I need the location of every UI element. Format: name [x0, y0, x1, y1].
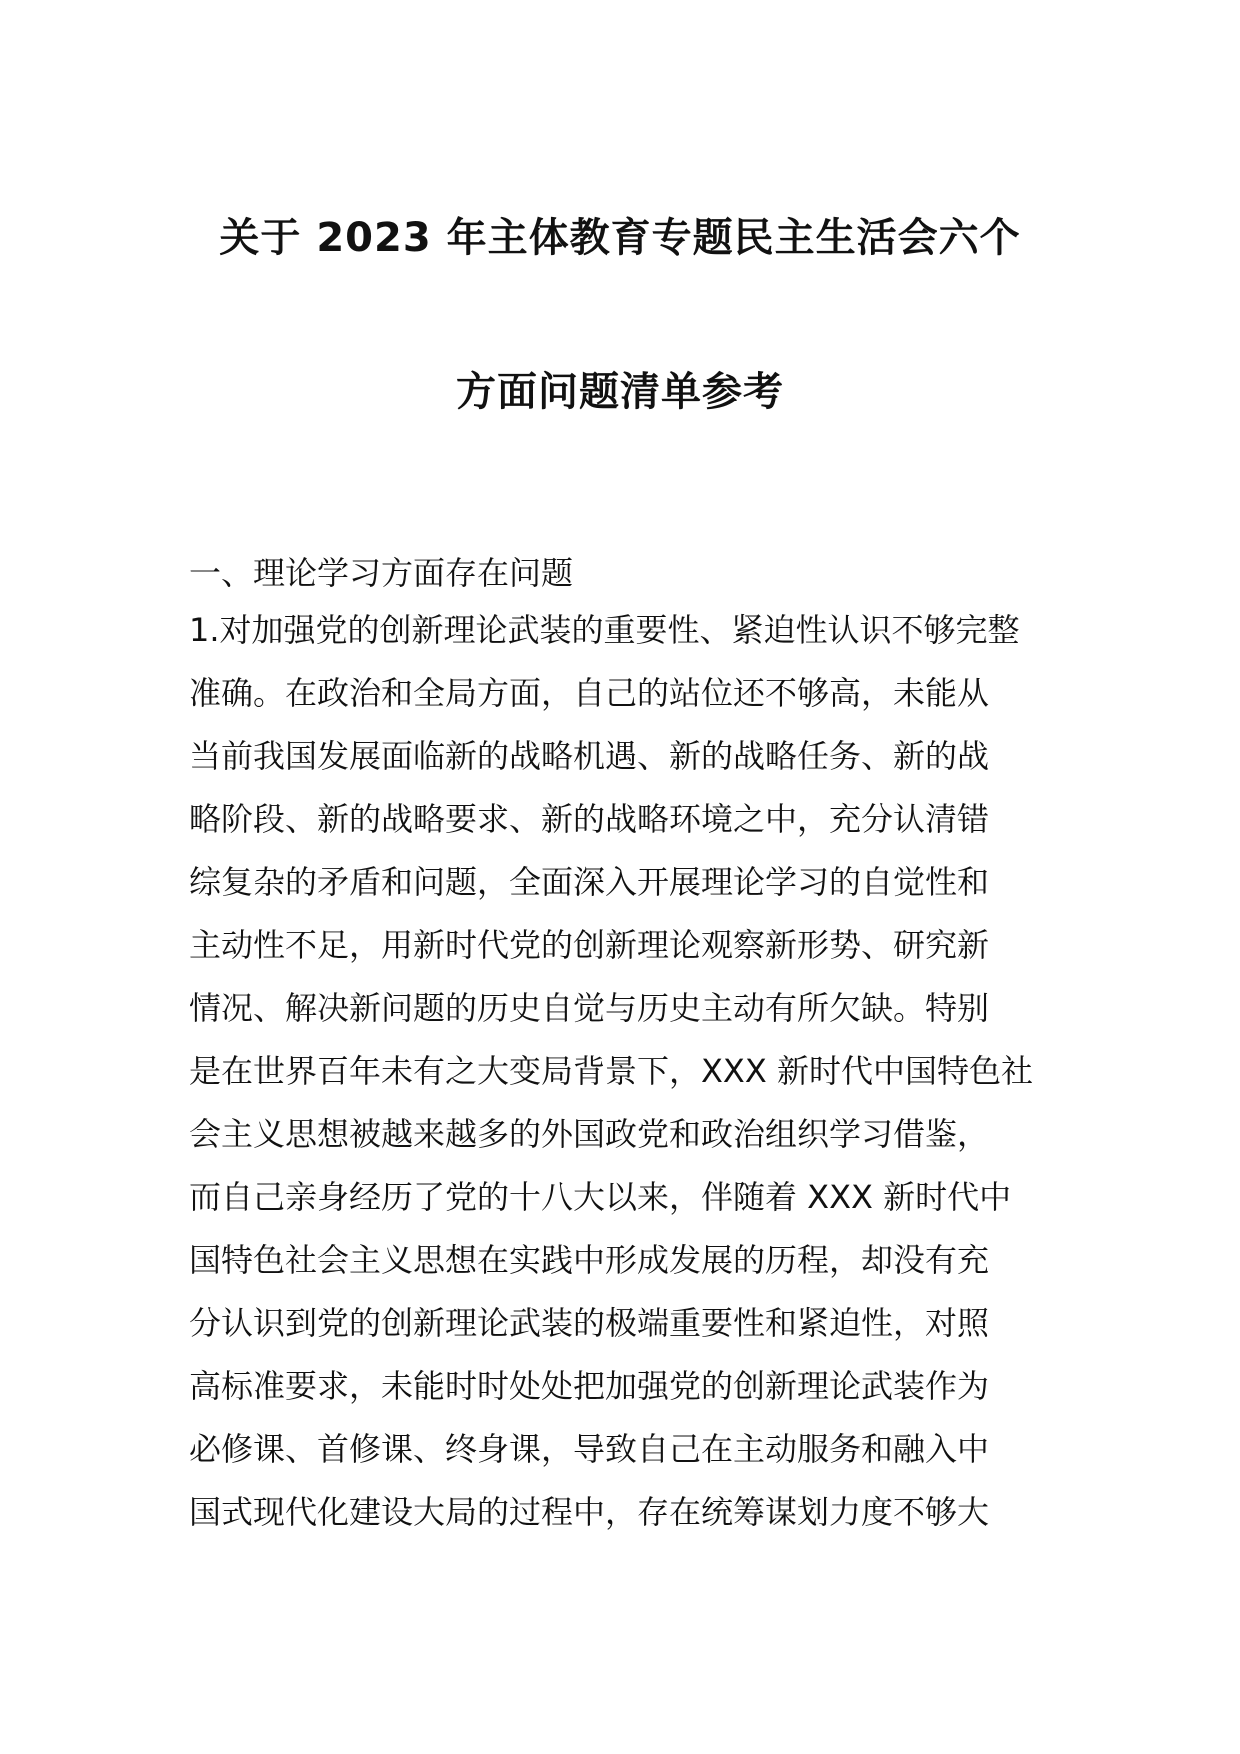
paragraph-line-3: 当前我国发展面临新的战略机遇、新的战略任务、新的战 [189, 737, 990, 775]
paragraph-line-5: 综复杂的矛盾和问题，全面深入开展理论学习的自觉性和 [189, 863, 990, 901]
paragraph-line-15: 国式现代化建设大局的过程中，存在统筹谋划力度不够大 [189, 1493, 990, 1531]
paragraph-line-9: 会主义思想被越来越多的外国政党和政治组织学习借鉴， [189, 1115, 990, 1153]
paragraph-line-1: 1.对加强党的创新理论武装的重要性、紧迫性认识不够完整 [189, 611, 1020, 649]
paragraph-line-4: 略阶段、新的战略要求、新的战略环境之中，充分认清错 [189, 800, 990, 838]
paragraph-line-10: 而自己亲身经历了党的十八大以来，伴随着 XXX 新时代中 [189, 1178, 1012, 1216]
paragraph-line-14: 必修课、首修课、终身课，导致自己在主动服务和融入中 [189, 1430, 990, 1468]
paragraph-line-2: 准确。在政治和全局方面，自己的站位还不够高，未能从 [189, 674, 990, 712]
document-title-line-2: 方面问题清单参考 [456, 369, 784, 415]
paragraph-line-6: 主动性不足，用新时代党的创新理论观察新形势、研究新 [189, 926, 990, 964]
paragraph-line-12: 分认识到党的创新理论武装的极端重要性和紧迫性，对照 [189, 1304, 990, 1342]
section-heading: 一、理论学习方面存在问题 [189, 554, 574, 592]
paragraph-line-13: 高标准要求，未能时时处处把加强党的创新理论武装作为 [189, 1367, 990, 1405]
paragraph-line-8: 是在世界百年未有之大变局背景下，XXX 新时代中国特色社 [189, 1052, 1033, 1090]
paragraph-line-7: 情况、解决新问题的历史自觉与历史主动有所欠缺。特别 [189, 989, 990, 1027]
document-title-line-1: 关于 2023 年主体教育专题民主生活会六个 [219, 215, 1021, 261]
paragraph-line-11: 国特色社会主义思想在实践中形成发展的历程，却没有充 [189, 1241, 990, 1279]
